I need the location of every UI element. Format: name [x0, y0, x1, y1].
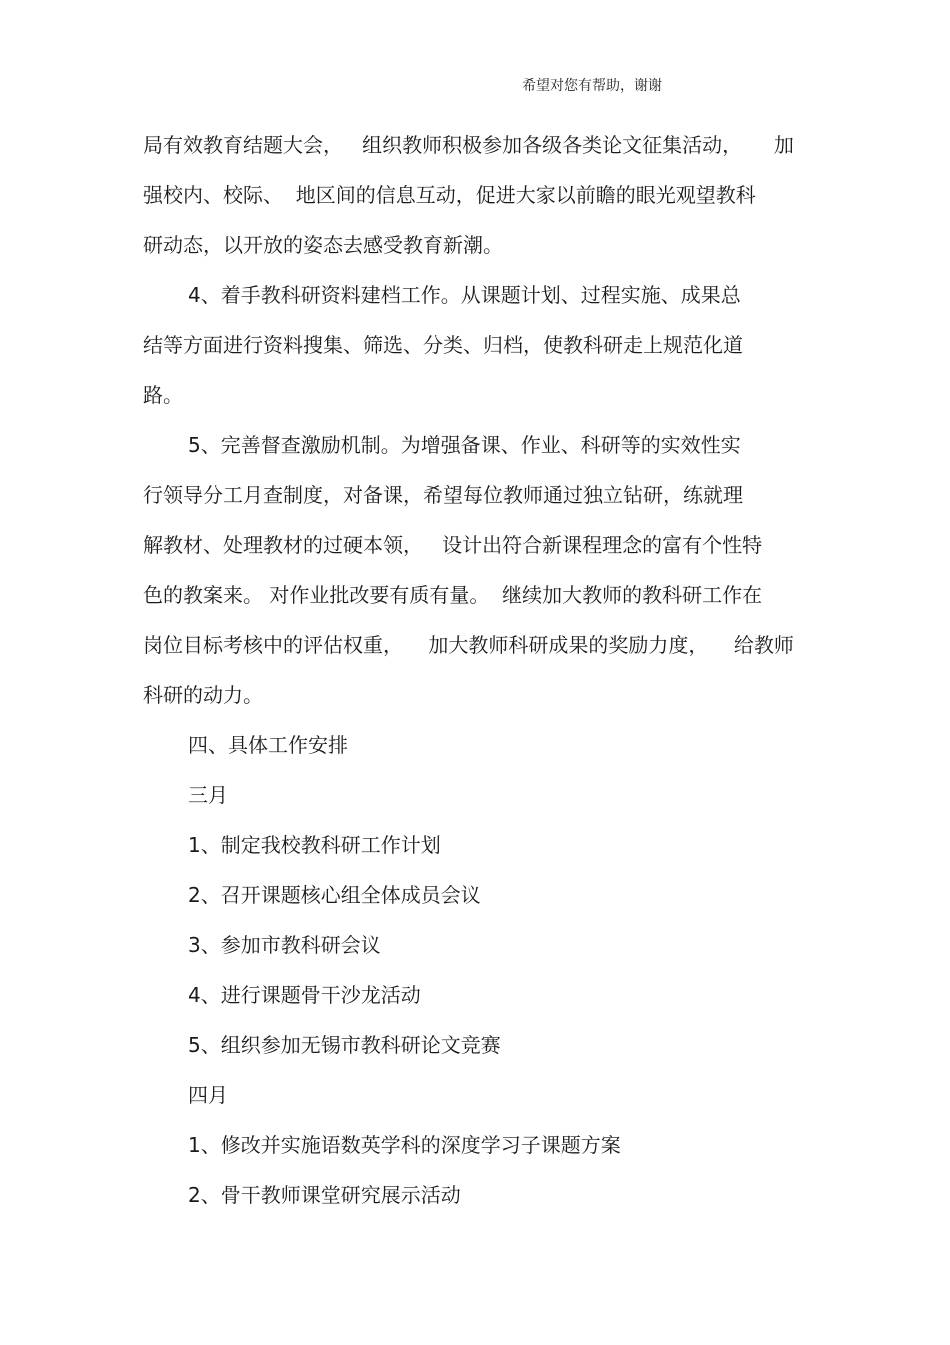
- list-item: 5、组织参加无锡市教科研论文竞赛: [188, 1033, 501, 1057]
- month-heading: 四月: [188, 1083, 228, 1107]
- list-item: 2、召开课题核心组全体成员会议: [188, 883, 481, 907]
- paragraph-line: 行领导分工月查制度，对备课，希望每位教师通过独立钻研，练就理: [143, 483, 743, 507]
- paragraph-line: 科研的动力。: [143, 683, 263, 707]
- paragraph-line: 结等方面进行资料搜集、筛选、分类、归档，使教科研走上规范化道: [143, 333, 743, 357]
- paragraph-line: 色的教案来。 对作业批改要有质有量。 继续加大教师的教科研工作在: [143, 583, 763, 607]
- month-heading: 三月: [188, 783, 228, 807]
- paragraph-line: 路。: [143, 383, 183, 407]
- paragraph-line: 局有效教育结题大会， 组织教师积极参加各级各类论文征集活动， 加: [143, 133, 794, 157]
- list-item: 1、制定我校教科研工作计划: [188, 833, 441, 857]
- paragraph-line: 5、完善督查激励机制。为增强备课、作业、科研等的实效性实: [188, 433, 741, 457]
- list-item: 2、骨干教师课堂研究展示活动: [188, 1183, 461, 1207]
- paragraph-line: 岗位目标考核中的评估权重， 加大教师科研成果的奖励力度， 给教师: [143, 633, 794, 657]
- paragraph-line: 解教材、处理教材的过硬本领， 设计出符合新课程理念的富有个性特: [143, 533, 763, 557]
- paragraph-line: 4、着手教科研资料建档工作。从课题计划、过程实施、成果总: [188, 283, 741, 307]
- header-note: 希望对您有帮助，谢谢: [522, 78, 662, 94]
- list-item: 1、修改并实施语数英学科的深度学习子课题方案: [188, 1133, 621, 1157]
- list-item: 3、参加市教科研会议: [188, 933, 381, 957]
- section-heading: 四、具体工作安排: [188, 733, 348, 757]
- paragraph-line: 研动态，以开放的姿态去感受教育新潮。: [143, 233, 503, 257]
- list-item: 4、进行课题骨干沙龙活动: [188, 983, 421, 1007]
- paragraph-line: 强校内、校际、 地区间的信息互动，促进大家以前瞻的眼光观望教科: [143, 183, 756, 207]
